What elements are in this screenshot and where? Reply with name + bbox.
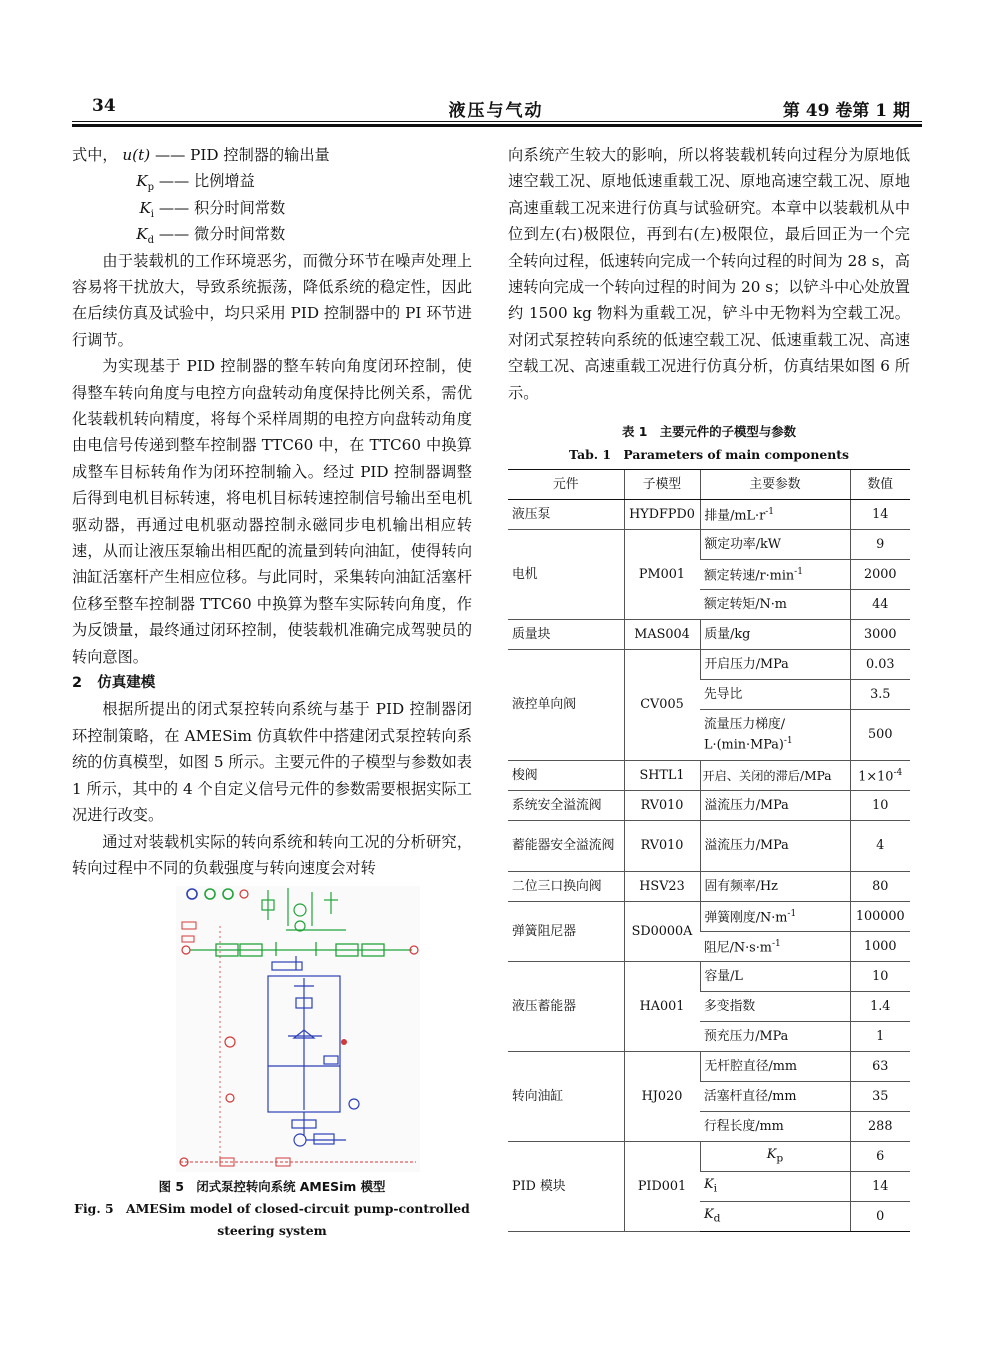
value-cell: 14 [850,500,910,530]
table-row [508,1052,910,1082]
def-description: —— 比例增益 [158,172,255,191]
parameters-table [508,469,910,1232]
submodel-cell: HJ020 [624,1052,700,1142]
param-cell [700,560,850,590]
param-sup: -1 [771,939,781,950]
param-cell: 无杆腔直径/mm [700,1052,850,1082]
component-cell: 液压泵 [508,500,624,530]
definition-row [72,168,472,194]
section-title: 仿真建模 [97,675,156,692]
def-prefix: 式中， [72,146,118,164]
table-header-cell: 子模型 [624,470,700,500]
param-cell: 多变指数 [700,992,850,1022]
journal-title: 液压与气动 [448,101,544,121]
param-cell: 质量/kg [700,620,850,650]
param-cell: 额定功率/kW [700,530,850,560]
paragraph: 由于装载机的工作环境恶劣，而微分环节在噪声处理上容易将干扰放大，导致系统振荡，降低系统的稳定性，因此在后续仿真及试验中，均只采用 PID 控制器中的 PI 环节进行调节。 [72,251,472,349]
paragraph: 根据所提出的闭式泵控转向系统与基于 PID 控制器闭环控制策略，在 AMESim 仿真软件中搭建闭式泵控转向系统的仿真模型，如图 5 所示。主要元件的子模型与参数如表 1 所示，其中的 4 个自定义信号元件的参数需要根据实际工况进行改变。 [72,700,472,825]
value-cell: 10 [850,791,910,821]
param-cell: 固有频率/Hz [700,872,850,902]
submodel-cell: PM001 [624,530,700,620]
value-cell: 6 [850,1142,910,1172]
table-row [508,821,910,872]
def-symbol-text: K [136,225,148,244]
param-symbol: K [704,1206,714,1222]
param-text: L·(min·MPa) [704,737,784,753]
param-symbol: K [704,1176,714,1192]
value-cell: 3.5 [850,680,910,710]
param-text: 排量/mL·r [704,508,766,524]
def-symbol-sub: d [147,235,154,247]
component-cell: 质量块 [508,620,624,650]
component-cell: 二位三口换向阀 [508,872,624,902]
param-cell [700,710,850,761]
value-cell: 35 [850,1082,910,1112]
param-cell [700,1202,850,1232]
submodel-cell: HA001 [624,962,700,1052]
value-text: 1×10 [858,769,894,785]
table-caption-en: Tab. 1 Parameters of main components [569,447,849,462]
def-description: —— 积分时间常数 [158,198,286,217]
submodel-cell: SHTL1 [624,761,700,791]
value-cell: 9 [850,530,910,560]
param-text: 弹簧刚度/N·m [704,910,788,926]
param-cell [700,1142,850,1172]
value-cell: 100000 [850,902,910,932]
def-description: —— 微分时间常数 [158,225,286,244]
value-cell: 500 [850,710,910,761]
param-cell: 溢流压力/MPa [700,791,850,821]
def-symbol-text: u(t) [122,146,151,164]
param-cell: 容量/L [700,962,850,992]
variable-definitions [72,142,472,248]
table-caption-cn: 表 1 主要元件的子模型与参数 [621,424,796,439]
param-sup: -1 [783,735,793,746]
submodel-cell: RV010 [624,821,700,872]
submodel-cell: RV010 [624,791,700,821]
paragraph: 为实现基于 PID 控制器的整车转向角度闭环控制，使得整车转向角度与电控方向盘转动角度保持比例关系，需优化装载机转向精度，将每个采样周期的电控方向盘转动角度由电信号传递到整车控制器 TTC60 中，在 TTC60 中换算成整车目标转角作为闭环控制输入。经过 PID 控制器调整后得到电机目标转速，将电机目标转速控制信号输出至电机驱动器，再通过电机驱动器控制永磁同步电机输出相应转速，从而让液压泵输出相匹配的流量到转向油缸，使得转向油缸活塞杆产生相应位移。与此同时，采集转向油缸活塞杆位移至整车控制器 TTC60 中换算为整车实际转向角度，作为反馈量，最终通过闭环控制，使装载机准确完成驾驶员的转向意图。 [72,357,472,666]
param-cell: 活塞杆直径/mm [700,1082,850,1112]
value-cell [850,761,910,791]
value-cell: 80 [850,872,910,902]
param-sub: p [776,1151,784,1165]
component-cell: 梭阀 [508,761,624,791]
amesim-schematic-figure [176,886,420,1172]
param-cell: 先导比 [700,680,850,710]
param-sup: -1 [765,507,775,518]
figure-caption-en-line1: Fig. 5 AMESim model of closed-circuit pump-controlled [74,1201,470,1216]
def-symbol-text: K [136,172,148,191]
table-row [508,761,910,791]
value-cell: 44 [850,590,910,620]
submodel-cell: HYDFPD0 [624,500,700,530]
def-symbol-sub: p [147,182,154,194]
marker-dot [341,1039,347,1045]
submodel-cell: PID001 [624,1142,700,1232]
param-text: 阻尼/N·s·m [704,940,772,956]
def-symbol-sub: i [150,208,154,220]
component-cell: 转向油缸 [508,1052,624,1142]
param-cell: 额定转矩/N·m [700,590,850,620]
value-sup: -4 [893,768,903,779]
section-heading [72,670,472,696]
table-row [508,530,910,560]
figure-caption-en-line2: steering system [217,1223,327,1238]
right-column [508,142,910,406]
header-rule-thin [72,121,922,122]
param-cell: 开启压力/MPa [700,650,850,680]
value-cell: 288 [850,1112,910,1142]
def-description: —— PID 控制器的输出量 [154,146,330,164]
left-column [72,142,472,881]
component-cell: 蓄能器安全溢流阀 [508,821,624,872]
table-row [508,902,910,932]
component-cell: 系统安全溢流阀 [508,791,624,821]
value-cell: 3000 [850,620,910,650]
value-cell: 10 [850,962,910,992]
param-text: 流量压力梯度/ [704,716,786,732]
value-cell: 63 [850,1052,910,1082]
submodel-cell: CV005 [624,650,700,761]
section-number: 2 [72,675,83,692]
paragraph: 向系统产生较大的影响，所以将装载机转向过程分为原地低速空载工况、原地低速重载工况、原地高速空载工况、原地高速重载工况来进行仿真与试验研究。本章中以装载机从中位到左(右)极限位，再到右(左)极限位，最后回正为一个完全转向过程，低速转向完成一个转向过程的时间为 28 s，高速转向完成一个转向过程的时间为 20 s；以铲斗中心处放置约 1500 kg 物料为重载工况，铲斗中无物料为空载工况。对闭式泵控转向系统的低速空载工况、低速重载工况、高速空载工况、高速重载工况进行仿真分析，仿真结果如图 6 所示。 [508,146,910,402]
submodel-cell: MAS004 [624,620,700,650]
definition-row [72,195,472,221]
param-cell [700,500,850,530]
param-sup: -1 [794,567,803,578]
table-header-cell: 数值 [850,470,910,500]
param-cell: 预充压力/MPa [700,1022,850,1052]
header-rule-thick [72,124,922,127]
param-sub: d [713,1211,721,1225]
table-header-row [508,470,910,500]
param-cell [700,902,850,932]
param-cell: 行程长度/mm [700,1112,850,1142]
table-row [508,962,910,992]
value-cell: 0 [850,1202,910,1232]
value-cell: 1000 [850,932,910,962]
value-cell: 1 [850,1022,910,1052]
param-sup: -1 [787,909,797,920]
table-row [508,872,910,902]
param-sub: i [713,1181,717,1195]
submodel-cell: HSV23 [624,872,700,902]
definition-row [72,142,472,168]
figure-caption-cn: 图 5 闭式泵控转向系统 AMESim 模型 [158,1179,386,1194]
component-cell: 弹簧阻尼器 [508,902,624,962]
param-text: 额定转速/r·min [704,568,795,584]
def-symbol-text: K [139,198,151,217]
table-header-cell: 元件 [508,470,624,500]
value-cell: 14 [850,1172,910,1202]
page-number: 34 [92,96,116,116]
value-cell: 4 [850,821,910,872]
table-row [508,791,910,821]
value-cell: 0.03 [850,650,910,680]
table-row [508,620,910,650]
table-row [508,500,910,530]
component-cell: 电机 [508,530,624,620]
value-cell: 1.4 [850,992,910,1022]
component-cell: 液控单向阀 [508,650,624,761]
param-cell: 溢流压力/MPa [700,821,850,872]
table-row [508,1142,910,1172]
paragraph: 通过对装载机实际的转向系统和转向工况的分析研究，转向过程中不同的负载强度与转向速度会对转 [72,832,472,877]
param-cell [700,1172,850,1202]
param-cell [700,932,850,962]
value-cell: 2000 [850,560,910,590]
definition-row [72,221,472,247]
component-cell: PID 模块 [508,1142,624,1232]
table-row [508,650,910,680]
component-cell: 液压蓄能器 [508,962,624,1052]
def-symbol [122,142,150,168]
table-header-cell: 主要参数 [700,470,850,500]
param-symbol: K [766,1146,777,1162]
submodel-cell: SD0000A [624,902,700,962]
issue-label: 第 49 卷第 1 期 [782,101,910,121]
param-cell: 开启、关闭的滞后/MPa [700,761,850,791]
